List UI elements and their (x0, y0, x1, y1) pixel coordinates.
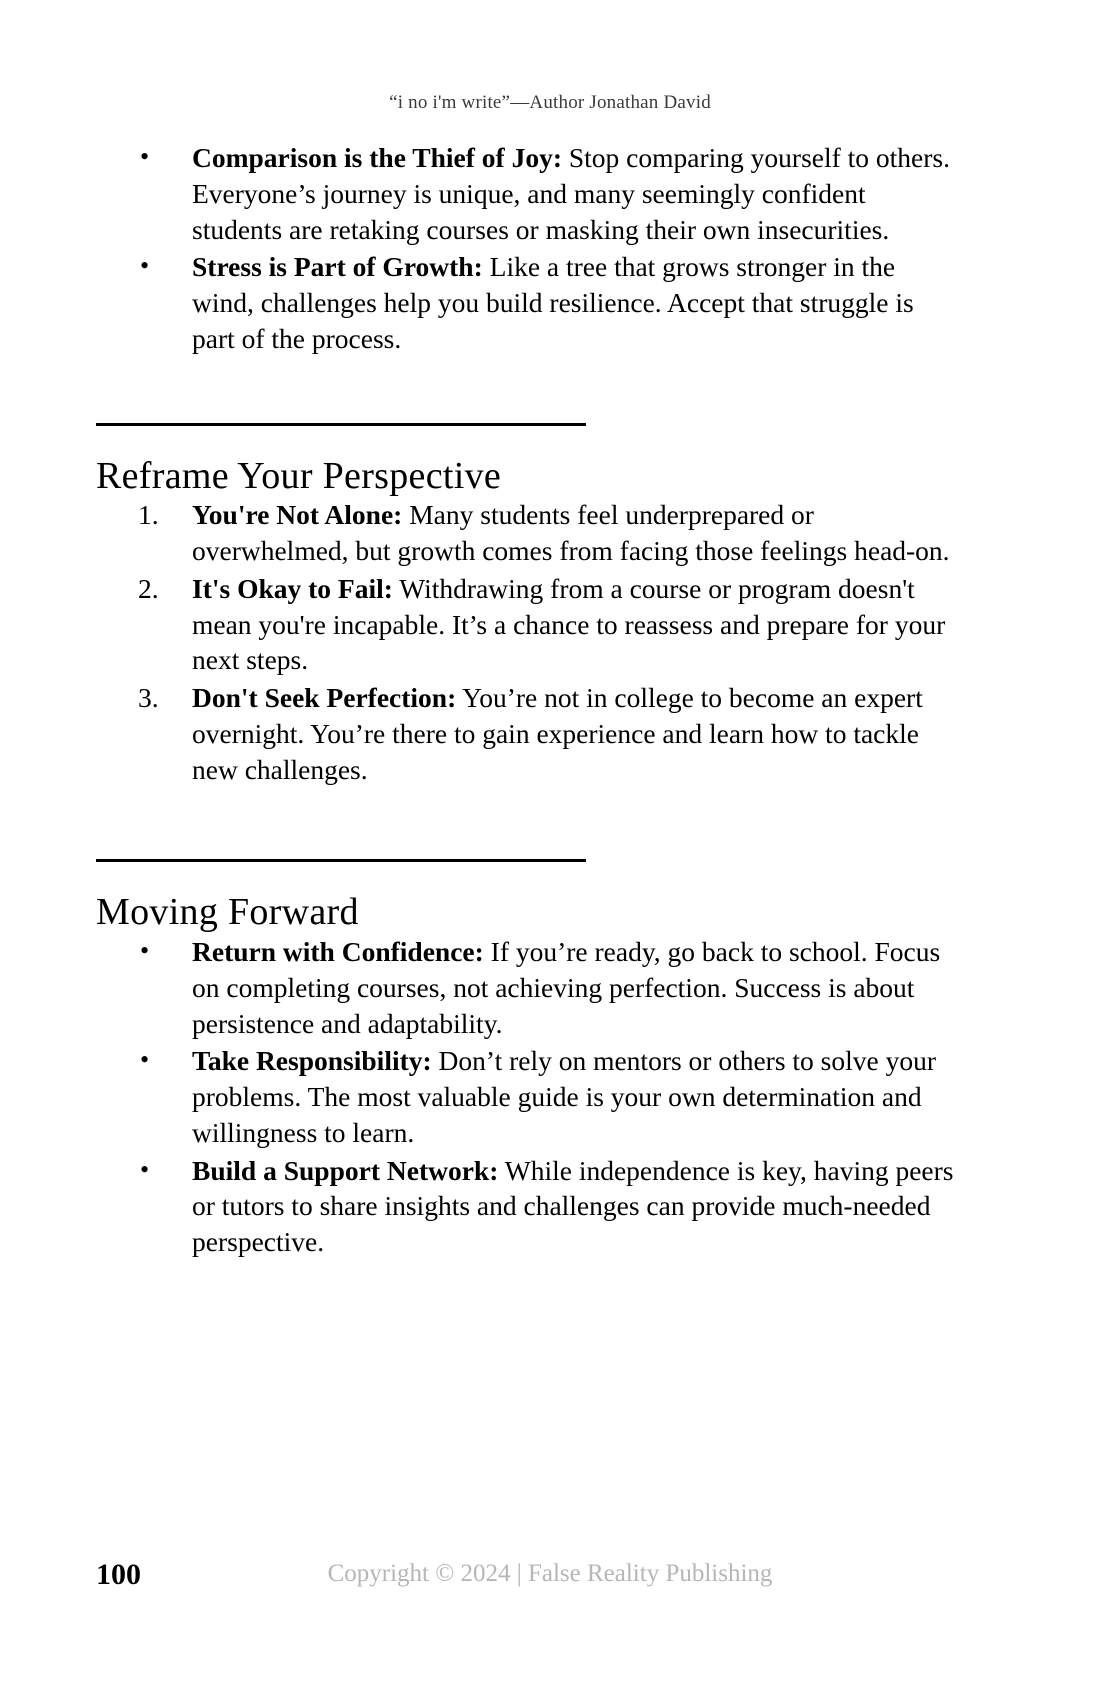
page-footer (0, 1552, 1100, 1592)
copyright-notice: Copyright © 2024 | False Reality Publishing (327, 1560, 773, 1587)
list-item-lead: Build a Support Network: (192, 1154, 499, 1186)
list-item-number: 1. (138, 499, 159, 531)
bullet-icon: • (140, 936, 150, 966)
section-heading-reframe: Reframe Your Perspective (96, 454, 502, 497)
list-item-lead: Stress is Part of Growth: (192, 251, 483, 283)
list-item (96, 571, 956, 678)
list-item (96, 497, 956, 569)
list-item-text: Many students feel underprepared or overwhelmed, but growth comes from facing those feelings head-on. (192, 499, 950, 567)
list-item (96, 680, 956, 787)
bullet-icon: • (140, 1154, 150, 1184)
list-item (96, 1153, 956, 1260)
list-item (96, 249, 956, 356)
list-item-text: Withdrawing from a course or program doesn't mean you're incapable. It’s a chance to reassess and prepare for your next steps. (192, 572, 946, 676)
list-item (96, 140, 956, 247)
page-content (96, 140, 956, 1262)
top-bulleted-list (96, 140, 956, 357)
running-head: “i no i'm write”—Author Jonathan David (389, 92, 711, 113)
list-item-text: You’re not in college to become an expert overnight. You’re there to gain experience and learn how to tackle new challenges. (192, 682, 923, 785)
list-item-text: Stop comparing yourself to others. Everyone’s journey is unique, and many seemingly confident students are retaking courses or masking their own insecurities. (192, 142, 950, 245)
list-item-lead: Comparison is the Thief of Joy: (192, 142, 562, 173)
list-item-text: While independence is key, having peers or tutors to share insights and challenges can provide much-needed perspective. (192, 1154, 954, 1258)
list-item-lead: You're Not Alone: (192, 499, 403, 531)
bullet-icon: • (140, 142, 150, 171)
section-divider (96, 423, 586, 426)
page-number: 100 (96, 1558, 141, 1591)
list-item-lead: Take Responsibility: (192, 1045, 432, 1077)
list-item-number: 3. (138, 682, 159, 714)
section-heading-moving-forward: Moving Forward (96, 891, 359, 934)
list-item-number: 2. (138, 572, 159, 604)
moving-forward-bulleted-list (96, 934, 956, 1260)
list-item-lead: Don't Seek Perfection: (192, 682, 457, 714)
list-item-lead: Return with Confidence: (192, 936, 484, 968)
reframe-numbered-list (96, 497, 956, 787)
list-item-text: Don’t rely on mentors or others to solve your problems. The most valuable guide is your own determination and willingness to learn. (192, 1045, 937, 1148)
list-item (96, 934, 956, 1041)
bullet-icon: • (140, 1045, 150, 1075)
list-item (96, 1043, 956, 1150)
section-divider (96, 859, 586, 862)
bullet-icon: • (140, 251, 150, 281)
list-item-text: Like a tree that grows stronger in the wind, challenges help you build resilience. Accept that struggle is part of the process. (192, 251, 914, 354)
list-item-lead: It's Okay to Fail: (192, 572, 393, 604)
list-item-text: If you’re ready, go back to school. Focus on completing courses, not achieving perfection. Success is about persistence and adaptability. (192, 936, 941, 1039)
